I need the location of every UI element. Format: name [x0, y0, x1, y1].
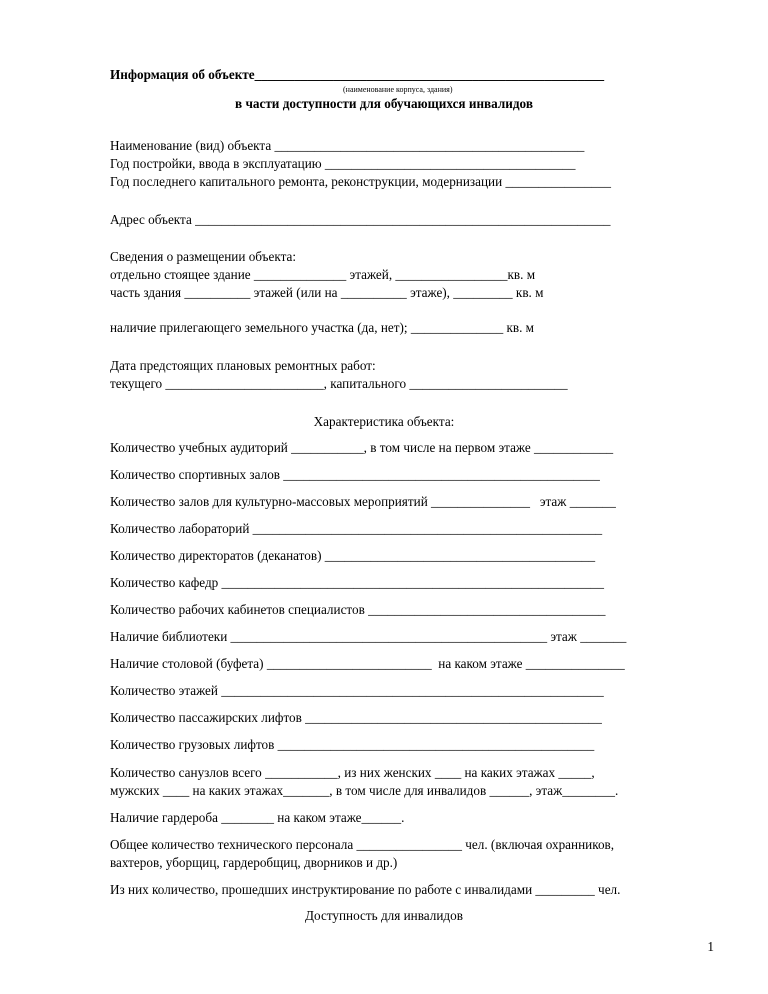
characteristics-heading: Характеристика объекта:: [313, 414, 455, 429]
characteristic-row: Количество директоратов (деканатов) _________________________________________: [110, 548, 596, 563]
characteristic-row: Количество кафедр __________________________________________________________: [110, 575, 604, 590]
characteristic-row: Наличие столовой (буфета) _________________________ на каком этаже _______________: [110, 656, 625, 671]
sanitary-line-1: Количество санузлов всего ___________, из них женских ____ на каких этажах _____,: [110, 765, 595, 780]
year-repair-line: Год последнего капитального ремонта, реконструкции, модернизации ________________: [110, 174, 611, 189]
repairs-line: текущего ________________________, капитального ________________________: [110, 376, 568, 391]
characteristic-row: Количество залов для культурно-массовых мероприятий _______________ этаж _______: [110, 494, 616, 509]
placement-heading: Сведения о размещении объекта:: [110, 249, 297, 264]
characteristic-row: Количество рабочих кабинетов специалистов ____________________________________: [110, 602, 606, 617]
characteristic-row: Наличие библиотеки ________________________________________________ этаж _______: [110, 629, 627, 644]
building-part-line: часть здания __________ этажей (или на __________ этаже), _________ кв. м: [110, 285, 544, 300]
characteristic-row: Количество спортивных залов ________________________________________________: [110, 467, 600, 482]
staff-line-2: вахтеров, уборщиц, гардеробщиц, дворников и др.): [110, 855, 398, 870]
characteristic-row: Количество пассажирских лифтов _____________________________________________: [110, 710, 602, 725]
object-name-line: Наименование (вид) объекта _______________________________________________: [110, 138, 585, 153]
standalone-building-line: отдельно стоящее здание ______________ этажей, _________________кв. м: [110, 267, 536, 282]
title-blank: _____________________________________________________: [254, 67, 605, 82]
address-line: Адрес объекта _______________________________________________________________: [110, 212, 611, 227]
page-number: 1: [707, 939, 714, 954]
staff-line-1: Общее количество технического персонала ________________ чел. (включая охранников,: [110, 837, 615, 852]
year-built-line: Год постройки, ввода в эксплуатацию ______________________________________: [110, 156, 576, 171]
instructed-line: Из них количество, прошедших инструктирование по работе с инвалидами _________ чел.: [110, 882, 621, 897]
title-caption: (наименование корпуса, здания): [343, 85, 453, 94]
accessibility-heading: Доступность для инвалидов: [305, 908, 463, 923]
document-subtitle: в части доступности для обучающихся инвалидов: [235, 96, 533, 111]
characteristic-row: Количество грузовых лифтов ________________________________________________: [110, 737, 595, 752]
wardrobe-line: Наличие гардероба ________ на каком этаже______.: [110, 810, 405, 825]
sanitary-line-2: мужских ____ на каких этажах_______, в том числе для инвалидов ______, этаж________.: [110, 783, 619, 798]
characteristic-row: Количество этажей __________________________________________________________: [110, 683, 604, 698]
characteristic-row: Количество учебных аудиторий ___________, в том числе на первом этаже ____________: [110, 440, 614, 455]
land-plot-line: наличие прилегающего земельного участка (да, нет); ______________ кв. м: [110, 320, 535, 335]
characteristic-row: Количество лабораторий _____________________________________________________: [110, 521, 603, 536]
repairs-heading: Дата предстоящих плановых ремонтных работ:: [110, 358, 376, 373]
title-row: [110, 67, 714, 83]
document-title: Информация об объекте: [110, 67, 255, 82]
